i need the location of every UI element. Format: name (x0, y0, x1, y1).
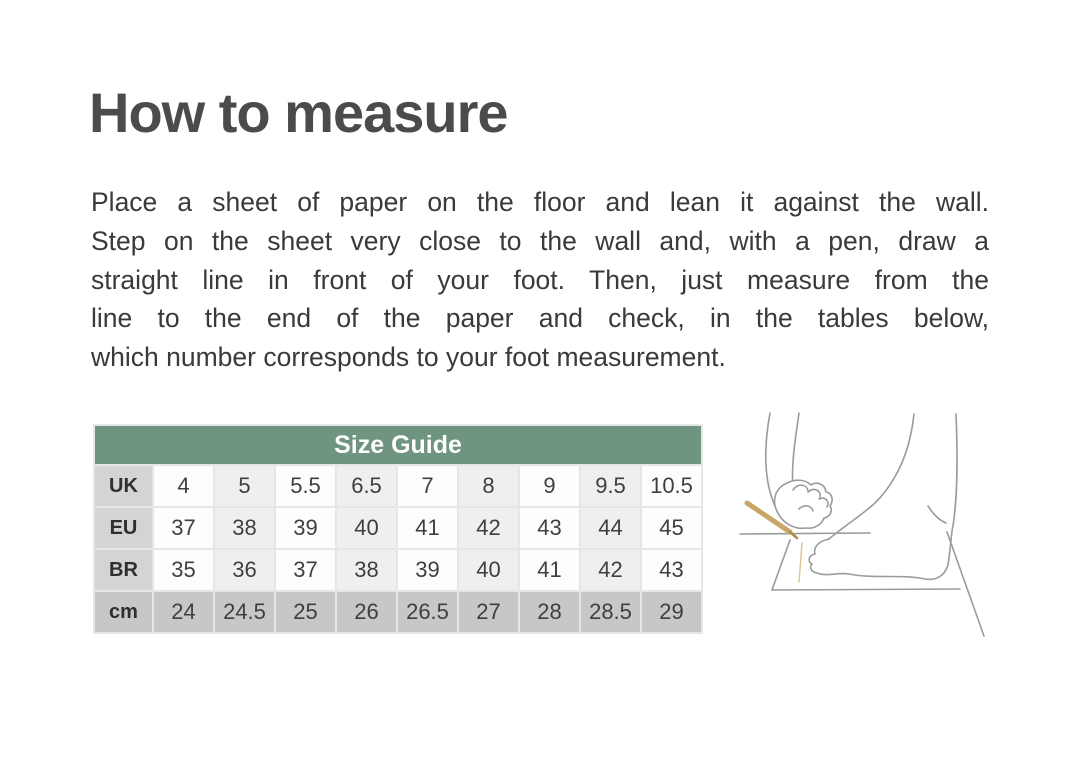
size-cell: 29 (641, 591, 702, 633)
instructions-paragraph (91, 183, 989, 377)
instructions-line: straight line in front of your foot. Then, just measure from the (91, 264, 989, 295)
size-cell: 28.5 (580, 591, 641, 633)
size-cell: 24 (153, 591, 214, 633)
instructions-line: which number corresponds to your foot measurement. (91, 342, 726, 373)
size-cell: 27 (458, 591, 519, 633)
instructions-line: Step on the sheet very close to the wall and, with a pen, draw a (91, 225, 989, 256)
size-cell: 9.5 (580, 465, 641, 507)
measure-line (740, 533, 870, 534)
size-cell: 36 (214, 549, 275, 591)
size-cell: 35 (153, 549, 214, 591)
size-cell: 26 (336, 591, 397, 633)
size-cell: 40 (336, 507, 397, 549)
size-cell: 4 (153, 465, 214, 507)
size-guide-tbody (94, 465, 702, 633)
size-cell: 5 (214, 465, 275, 507)
size-cell: 41 (519, 549, 580, 591)
size-cell: 42 (580, 549, 641, 591)
instructions-line: Place a sheet of paper on the floor and lean it against the wall. (91, 187, 989, 217)
size-cell: 41 (397, 507, 458, 549)
size-cell: 24.5 (214, 591, 275, 633)
size-cell: 26.5 (397, 591, 458, 633)
instructions-line: line to the end of the paper and check, in the tables below, (91, 303, 989, 334)
size-cell: 43 (641, 549, 702, 591)
foot-measurement-drawing (722, 410, 1017, 648)
page-title: How to measure (89, 81, 508, 144)
size-cell: 25 (275, 591, 336, 633)
row-label: BR (94, 549, 153, 591)
size-cell: 43 (519, 507, 580, 549)
row-label: EU (94, 507, 153, 549)
size-guide-title: Size Guide (94, 425, 702, 465)
size-cell: 45 (641, 507, 702, 549)
size-cell: 28 (519, 591, 580, 633)
size-cell: 5.5 (275, 465, 336, 507)
size-row-br (94, 549, 702, 591)
size-cell: 6.5 (336, 465, 397, 507)
size-cell: 42 (458, 507, 519, 549)
size-cell: 39 (397, 549, 458, 591)
size-cell: 39 (275, 507, 336, 549)
size-cell: 9 (519, 465, 580, 507)
size-cell: 7 (397, 465, 458, 507)
size-row-cm (94, 591, 702, 633)
size-cell: 38 (214, 507, 275, 549)
size-cell: 37 (153, 507, 214, 549)
size-row-eu (94, 507, 702, 549)
foot-measurement-illustration (722, 410, 1017, 648)
size-guide-table (93, 424, 703, 634)
row-label: UK (94, 465, 153, 507)
size-cell: 44 (580, 507, 641, 549)
size-row-uk (94, 465, 702, 507)
size-cell: 10.5 (641, 465, 702, 507)
hand-outline (766, 413, 832, 528)
row-label: cm (94, 591, 153, 633)
size-cell: 8 (458, 465, 519, 507)
paper-outline (772, 532, 984, 636)
size-cell: 37 (275, 549, 336, 591)
size-cell: 38 (336, 549, 397, 591)
size-cell: 40 (458, 549, 519, 591)
